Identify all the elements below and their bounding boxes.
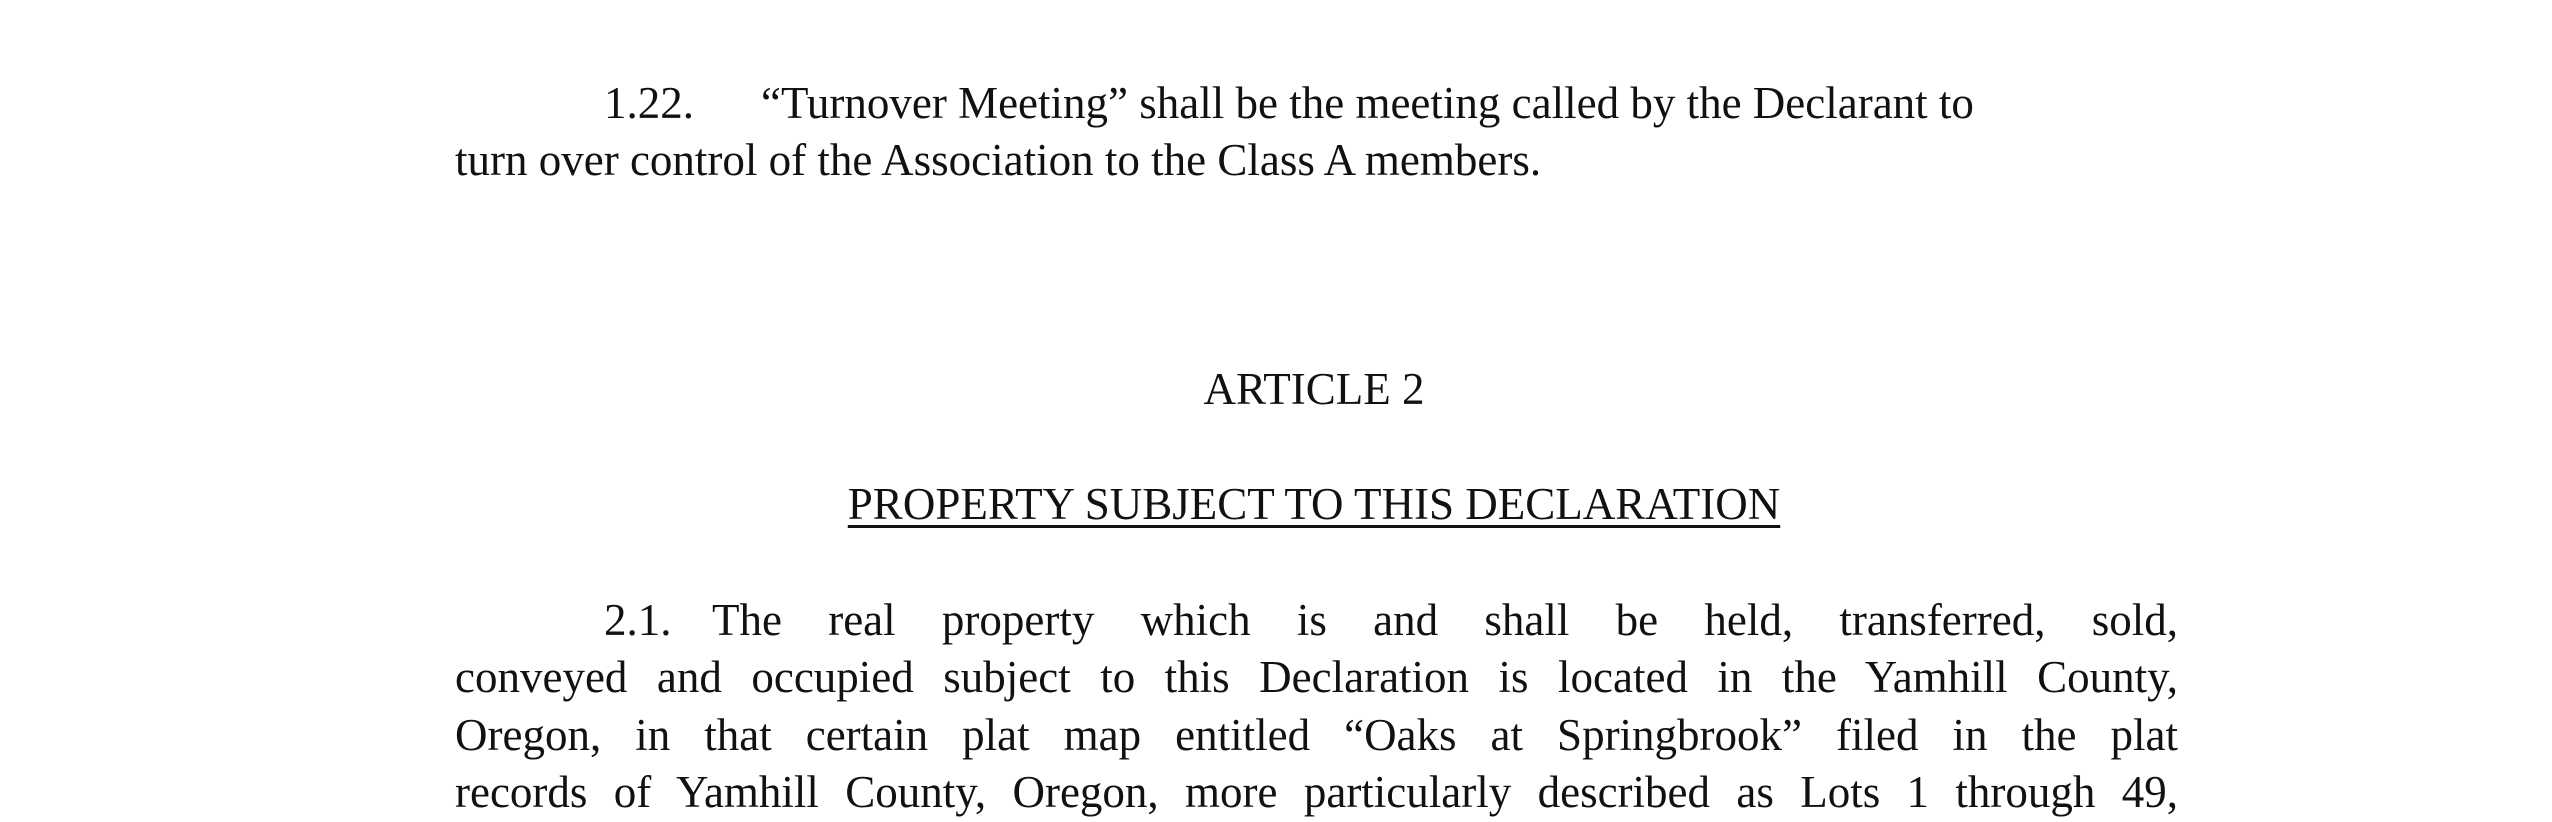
section-2-1-text-line-4: records of Yamhill County, Oregon, more particularly described as Lots 1 through 49, [455,767,2178,817]
section-2-1-text-line-3: Oregon, in that certain plat map entitled “Oaks at Springbrook” filed in the plat [455,710,2178,760]
section-number-2-1: 2.1. [604,595,672,645]
section-2-1-text-line-1: The real property which is and shall be held, transferred, sold, [712,595,2178,645]
article-subtitle: PROPERTY SUBJECT TO THIS DECLARATION [847,479,1781,529]
article-title: ARTICLE 2 [1203,364,1425,414]
section-2-1-first-line [604,592,2178,648]
section-1-22-text-line-1: “Turnover Meeting” shall be the meeting called by the Declarant to [761,78,1974,128]
section-1-22-text-line-2: turn over control of the Association to the Class A members. [455,135,1542,185]
article-subtitle-wrapper [0,476,2552,532]
section-number-1-22: 1.22. [604,78,694,128]
section-2-1-text-line-2: conveyed and occupied subject to this Declaration is located in the Yamhill County, [455,652,2178,702]
section-1-22-first-line [604,75,1974,131]
